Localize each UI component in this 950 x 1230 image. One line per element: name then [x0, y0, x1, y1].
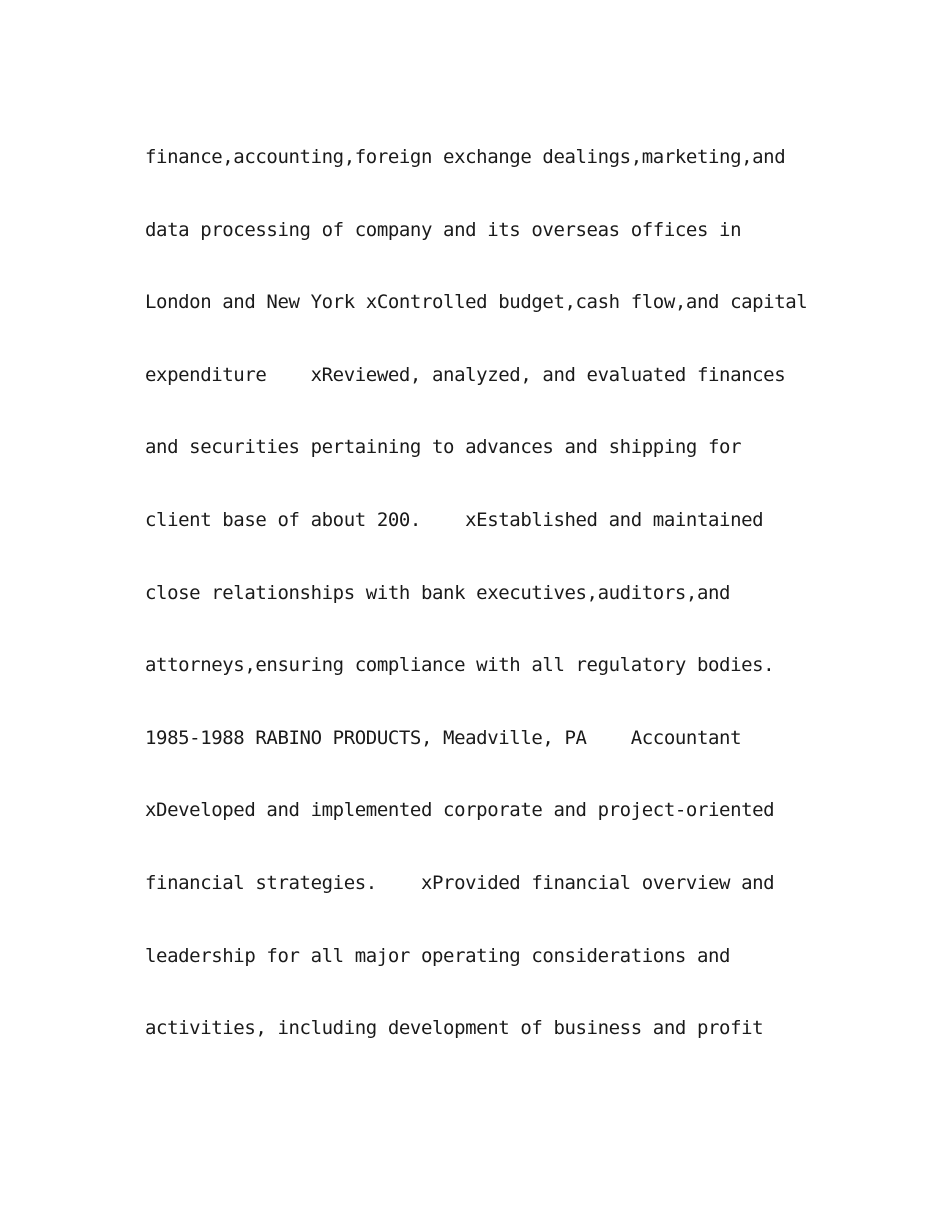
text-line: 1985-1988 RABINO PRODUCTS, Meadville, PA Accountant [145, 726, 742, 749]
text-line: xDeveloped and implemented corporate and project-oriented [145, 799, 775, 822]
text-line: leadership for all major operating considerations and [145, 944, 731, 967]
text-line: data processing of company and its overseas offices in [145, 218, 742, 241]
text-line: finance,accounting,foreign exchange dealings,marketing,and [145, 146, 786, 168]
text-line: expenditure xReviewed, analyzed, and evaluated finances [145, 363, 786, 386]
text-line: activities, including development of business and profit [145, 1017, 764, 1040]
text-line: close relationships with bank executives,auditors,and [145, 581, 731, 604]
text-line: and securities pertaining to advances and shipping for [145, 436, 742, 459]
text-line: client base of about 200. xEstablished and maintained [145, 508, 764, 531]
body-text [145, 139, 845, 1083]
text-line: financial strategies. xProvided financial overview and [145, 871, 775, 894]
text-line: attorneys,ensuring compliance with all regulatory bodies. [145, 654, 775, 677]
text-line: London and New York xControlled budget,cash flow,and capital [145, 291, 808, 314]
